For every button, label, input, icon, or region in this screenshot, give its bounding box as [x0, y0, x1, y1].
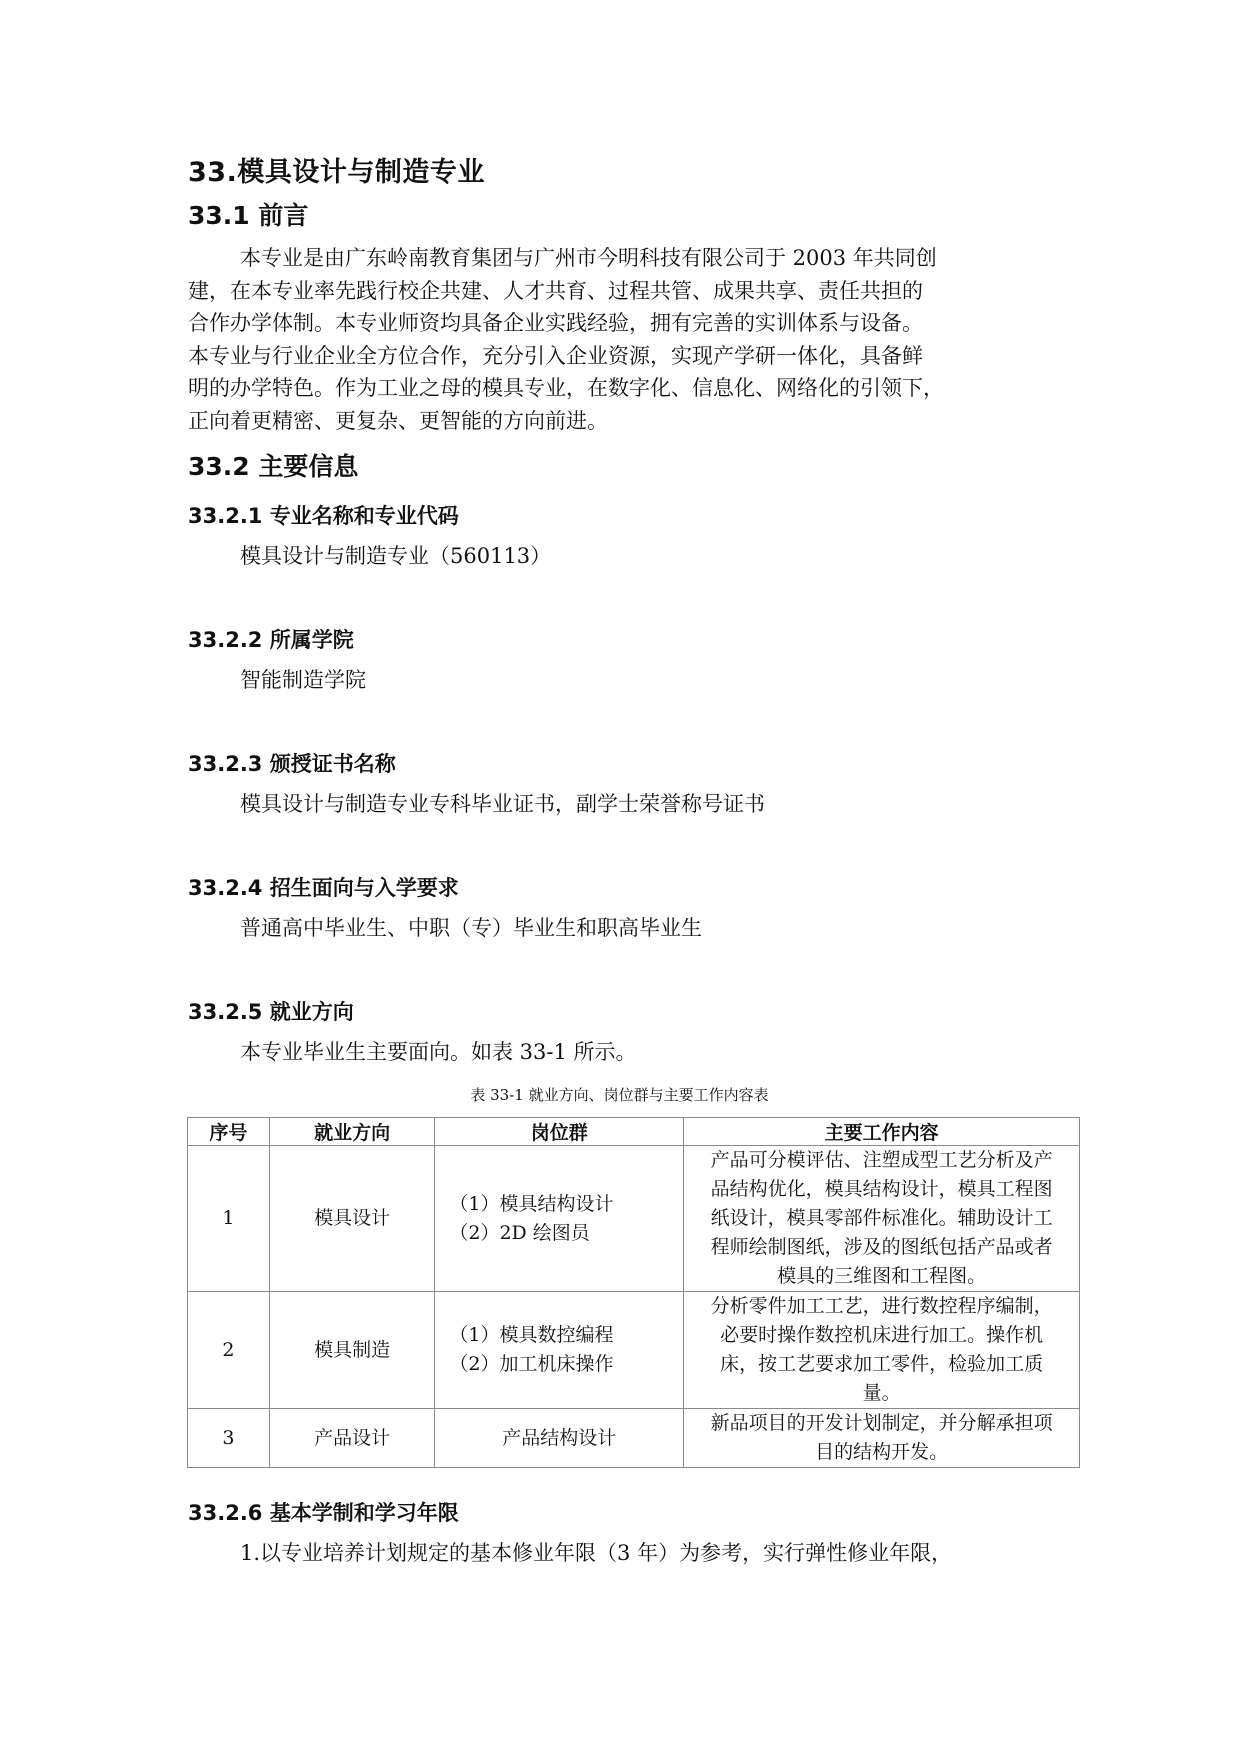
table-header-row: [188, 1118, 1080, 1146]
cell-direction: 模具制造: [269, 1292, 435, 1409]
college-heading: 33.2.2 所属学院: [188, 628, 354, 652]
content-line: 量。: [862, 1382, 901, 1404]
certificate-text: 模具设计与制造专业专科毕业证书，副学士荣誉称号证书: [240, 792, 765, 816]
paragraph-line: 本专业与行业企业全方位合作，充分引入企业资源，实现产学研一体化，具备鲜: [188, 343, 923, 368]
main-info-heading: 33.2 主要信息: [188, 452, 359, 481]
cell-no: 2: [188, 1292, 270, 1409]
content-line: 纸设计，模具零部件标准化。辅助设计工: [710, 1207, 1053, 1229]
content-line: 目的结构开发。: [815, 1441, 949, 1463]
position-item: （2）2D 绘图员: [449, 1221, 590, 1244]
position-item: 产品结构设计: [502, 1426, 617, 1449]
content-line: 产品可分模评估、注塑成型工艺分析及产: [710, 1149, 1053, 1171]
page-title: 33.模具设计与制造专业: [188, 157, 485, 188]
certificate-heading: 33.2.3 颁授证书名称: [188, 752, 396, 776]
paragraph-line: 建，在本专业率先践行校企共建、人才共育、过程共管、成果共享、责任共担的: [188, 278, 923, 303]
content-line: 床，按工艺要求加工零件，检验加工质: [720, 1353, 1044, 1375]
cell-positions: [435, 1292, 684, 1409]
table-caption: 表 33-1 就业方向、岗位群与主要工作内容表: [470, 1086, 769, 1104]
position-item: （1）模具数控编程: [449, 1324, 614, 1346]
header-direction: 就业方向: [269, 1118, 435, 1146]
cell-direction: 模具设计: [269, 1146, 435, 1292]
foreword-heading: 33.1 前言: [188, 201, 309, 230]
cell-content: [684, 1409, 1080, 1468]
content-line: 程师绘制图纸，涉及的图纸包括产品或者: [710, 1236, 1053, 1258]
table-row: [188, 1146, 1080, 1292]
content-line: 品结构优化，模具结构设计，模具工程图: [710, 1178, 1053, 1200]
employment-table: [187, 1117, 1080, 1468]
paragraph-line: 本专业是由广东岭南教育集团与广州市今明科技有限公司于 2003 年共同创: [240, 246, 937, 270]
cell-positions: [435, 1409, 684, 1468]
content-line: 新品项目的开发计划制定，并分解承担项: [710, 1412, 1053, 1434]
table-row: [188, 1409, 1080, 1468]
enrollment-heading: 33.2.4 招生面向与入学要求: [188, 876, 459, 900]
employment-heading: 33.2.5 就业方向: [188, 1000, 354, 1024]
major-name-text: 模具设计与制造专业（560113）: [240, 544, 552, 568]
major-name-heading: 33.2.1 专业名称和专业代码: [188, 504, 459, 528]
college-text: 智能制造学院: [240, 668, 366, 692]
cell-no: 3: [188, 1409, 270, 1468]
duration-text: 1.以专业培养计划规定的基本修业年限（3 年）为参考，实行弹性修业年限，: [240, 1541, 953, 1565]
paragraph-line: 合作办学体制。本专业师资均具备企业实践经验，拥有完善的实训体系与设备。: [188, 311, 923, 336]
position-item: （1）模具结构设计: [449, 1192, 614, 1215]
header-no: 序号: [188, 1118, 270, 1146]
cell-direction: 产品设计: [269, 1409, 435, 1468]
paragraph-line: 正向着更精密、更复杂、更智能的方向前进。: [188, 408, 608, 433]
content-line: 必要时操作数控机床进行加工。操作机: [720, 1324, 1044, 1346]
enrollment-text: 普通高中毕业生、中职（专）毕业生和职高毕业生: [240, 916, 702, 940]
cell-content: [684, 1146, 1080, 1292]
cell-content: [684, 1292, 1080, 1409]
header-positions: 岗位群: [435, 1118, 684, 1146]
duration-heading: 33.2.6 基本学制和学习年限: [188, 1501, 459, 1525]
table-row: [188, 1292, 1080, 1409]
content-line: 模具的三维图和工程图。: [777, 1265, 987, 1287]
header-content: 主要工作内容: [684, 1118, 1080, 1146]
content-line: 分析零件加工工艺，进行数控程序编制，: [710, 1295, 1053, 1317]
position-item: （2）加工机床操作: [449, 1353, 614, 1375]
cell-no: 1: [188, 1146, 270, 1292]
foreword-paragraph: [188, 242, 1058, 438]
cell-positions: [435, 1146, 684, 1292]
paragraph-line: 明的办学特色。作为工业之母的模具专业，在数字化、信息化、网络化的引领下，: [188, 376, 944, 401]
employment-text: 本专业毕业生主要面向。如表 33-1 所示。: [240, 1040, 637, 1064]
